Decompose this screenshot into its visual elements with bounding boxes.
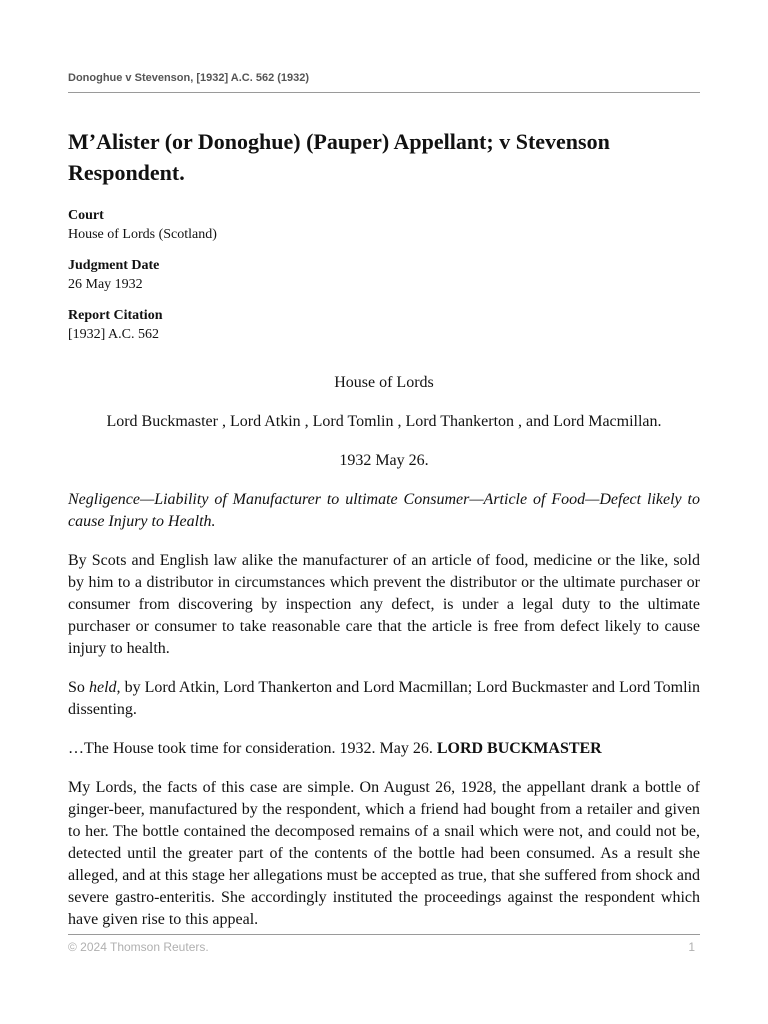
opinion-paragraph: My Lords, the facts of this case are simple. On August 26, 1928, the appellant drank a bottle of ginger-beer, manufactured by the respondent, which a friend had bought from a retailer and given to her. The bottle contained the decomposed remains of a snail which were not, and could not be, detected until the greater part of the contents of the bottle had been consumed. As a result she alleged, and at this stage her allegations must be accepted as true, that she suffered from shock and severe gastro-enteritis. She accordingly instituted the proceedings against the respondent which have given rise to this appeal. xyxy=(68,779,700,928)
case-title: M’Alister (or Donoghue) (Pauper) Appellant; v Stevenson Respondent. xyxy=(68,129,610,185)
meta-report-citation xyxy=(68,306,700,344)
held-prefix: So xyxy=(68,679,89,696)
report-citation-value: [1932] A.C. 562 xyxy=(68,327,159,342)
consideration-text: …The House took time for consideration. 1932. May 26. xyxy=(68,740,437,757)
judges-line: Lord Buckmaster , Lord Atkin , Lord Tomlin , Lord Thankerton , and Lord Macmillan. xyxy=(106,413,662,430)
running-header: Donoghue v Stevenson, [1932] A.C. 562 (1932) xyxy=(68,72,310,84)
report-citation-label: Report Citation xyxy=(68,308,163,323)
court-heading: House of Lords xyxy=(334,374,434,391)
judgment-date-value: 26 May 1932 xyxy=(68,277,143,292)
held-rest: by Lord Atkin, Lord Thankerton and Lord Macmillan; Lord Buckmaster and Lord Tomlin dissenting. xyxy=(68,679,700,718)
decision-date-line: 1932 May 26. xyxy=(339,452,429,469)
held-paragraph xyxy=(68,677,700,721)
catchwords: Negligence—Liability of Manufacturer to ultimate Consumer—Article of Food—Defect likely to cause Injury to Health. xyxy=(68,491,700,530)
document-content xyxy=(68,126,700,930)
page-number: 1 xyxy=(688,940,695,954)
consideration-paragraph xyxy=(68,738,700,760)
held-word: held, xyxy=(88,679,121,696)
meta-court xyxy=(68,206,700,244)
headnote: By Scots and English law alike the manufacturer of an article of food, medicine or the like, sold by him to a distributor in circumstances which prevent the distributor or the ultimate purchaser or consumer from discovering by inspection any defect, is under a legal duty to the ultimate purchaser or consumer to take reasonable care that the article is free from defect likely to cause injury to health. xyxy=(68,552,700,657)
speaker-name: LORD BUCKMASTER xyxy=(436,740,602,757)
court-value: House of Lords (Scotland) xyxy=(68,227,217,242)
meta-judgment-date xyxy=(68,256,700,294)
judgment-date-label: Judgment Date xyxy=(68,258,160,273)
footer-divider xyxy=(68,934,700,935)
court-label: Court xyxy=(68,208,104,223)
footer-copyright: © 2024 Thomson Reuters. xyxy=(68,940,209,954)
